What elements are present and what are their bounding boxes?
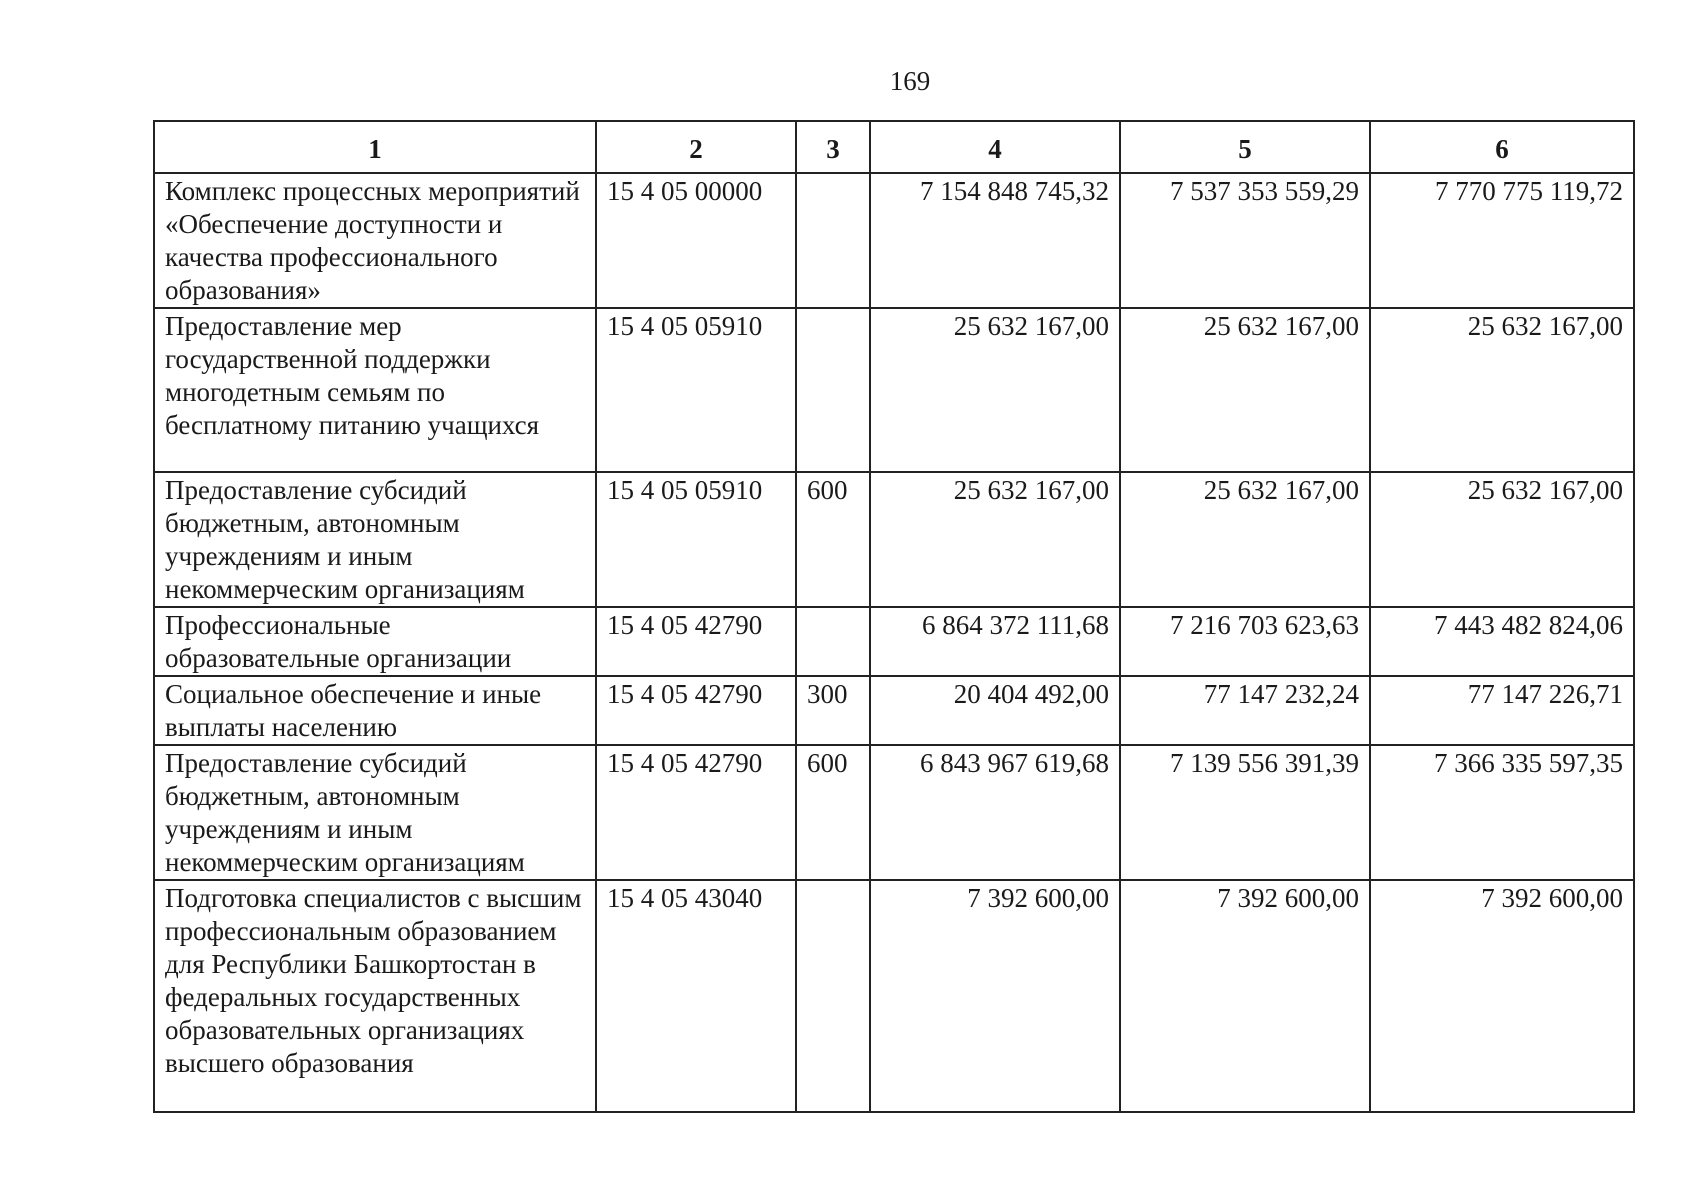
row-code: 15 4 05 42790 [596,745,796,880]
column-header: 4 [870,121,1120,173]
row-expense-type: 300 [796,676,870,745]
row-amount-6: 25 632 167,00 [1370,308,1634,472]
column-header: 5 [1120,121,1370,173]
row-amount-5: 7 537 353 559,29 [1120,173,1370,308]
row-expense-type: 600 [796,745,870,880]
row-amount-4: 6 843 967 619,68 [870,745,1120,880]
table-row [154,308,1634,472]
row-code: 15 4 05 42790 [596,676,796,745]
row-expense-type [796,607,870,676]
row-name: Предоставление мер государственной поддержки многодетным семьям по бесплатному питанию учащихся [154,308,596,472]
column-header: 2 [596,121,796,173]
column-header: 3 [796,121,870,173]
row-code: 15 4 05 05910 [596,308,796,472]
row-amount-6: 7 770 775 119,72 [1370,173,1634,308]
row-name: Профессиональные образовательные организации [154,607,596,676]
row-amount-5: 7 139 556 391,39 [1120,745,1370,880]
table-row [154,472,1634,607]
table-row [154,173,1634,308]
row-amount-4: 25 632 167,00 [870,308,1120,472]
row-amount-5: 7 216 703 623,63 [1120,607,1370,676]
row-expense-type [796,173,870,308]
row-amount-4: 20 404 492,00 [870,676,1120,745]
row-amount-5: 77 147 232,24 [1120,676,1370,745]
row-expense-type [796,308,870,472]
row-amount-6: 77 147 226,71 [1370,676,1634,745]
row-amount-6: 25 632 167,00 [1370,472,1634,607]
row-code: 15 4 05 05910 [596,472,796,607]
table-row [154,607,1634,676]
table-header-row [154,121,1634,173]
row-name: Предоставление субсидий бюджетным, автономным учреждениям и иным некоммерческим организациям [154,745,596,880]
row-name: Комплекс процессных мероприятий «Обеспечение доступности и качества профессионального образования» [154,173,596,308]
column-header: 6 [1370,121,1634,173]
row-amount-6: 7 443 482 824,06 [1370,607,1634,676]
row-code: 15 4 05 43040 [596,880,796,1112]
row-name: Предоставление субсидий бюджетным, автономным учреждениям и иным некоммерческим организациям [154,472,596,607]
budget-table [153,120,1635,1113]
row-code: 15 4 05 00000 [596,173,796,308]
row-name: Подготовка специалистов с высшим профессиональным образованием для Республики Башкортостан в федеральных государственных образовательных организациях высшего образования [154,880,596,1112]
row-amount-5: 7 392 600,00 [1120,880,1370,1112]
table-row [154,745,1634,880]
column-header: 1 [154,121,596,173]
row-expense-type [796,880,870,1112]
row-amount-6: 7 392 600,00 [1370,880,1634,1112]
table-row [154,880,1634,1112]
row-amount-6: 7 366 335 597,35 [1370,745,1634,880]
row-amount-4: 25 632 167,00 [870,472,1120,607]
row-amount-4: 6 864 372 111,68 [870,607,1120,676]
row-amount-5: 25 632 167,00 [1120,472,1370,607]
row-amount-4: 7 392 600,00 [870,880,1120,1112]
table-row [154,676,1634,745]
row-expense-type: 600 [796,472,870,607]
page-number: 169 [889,66,931,96]
row-code: 15 4 05 42790 [596,607,796,676]
row-amount-4: 7 154 848 745,32 [870,173,1120,308]
row-name: Социальное обеспечение и иные выплаты населению [154,676,596,745]
row-amount-5: 25 632 167,00 [1120,308,1370,472]
